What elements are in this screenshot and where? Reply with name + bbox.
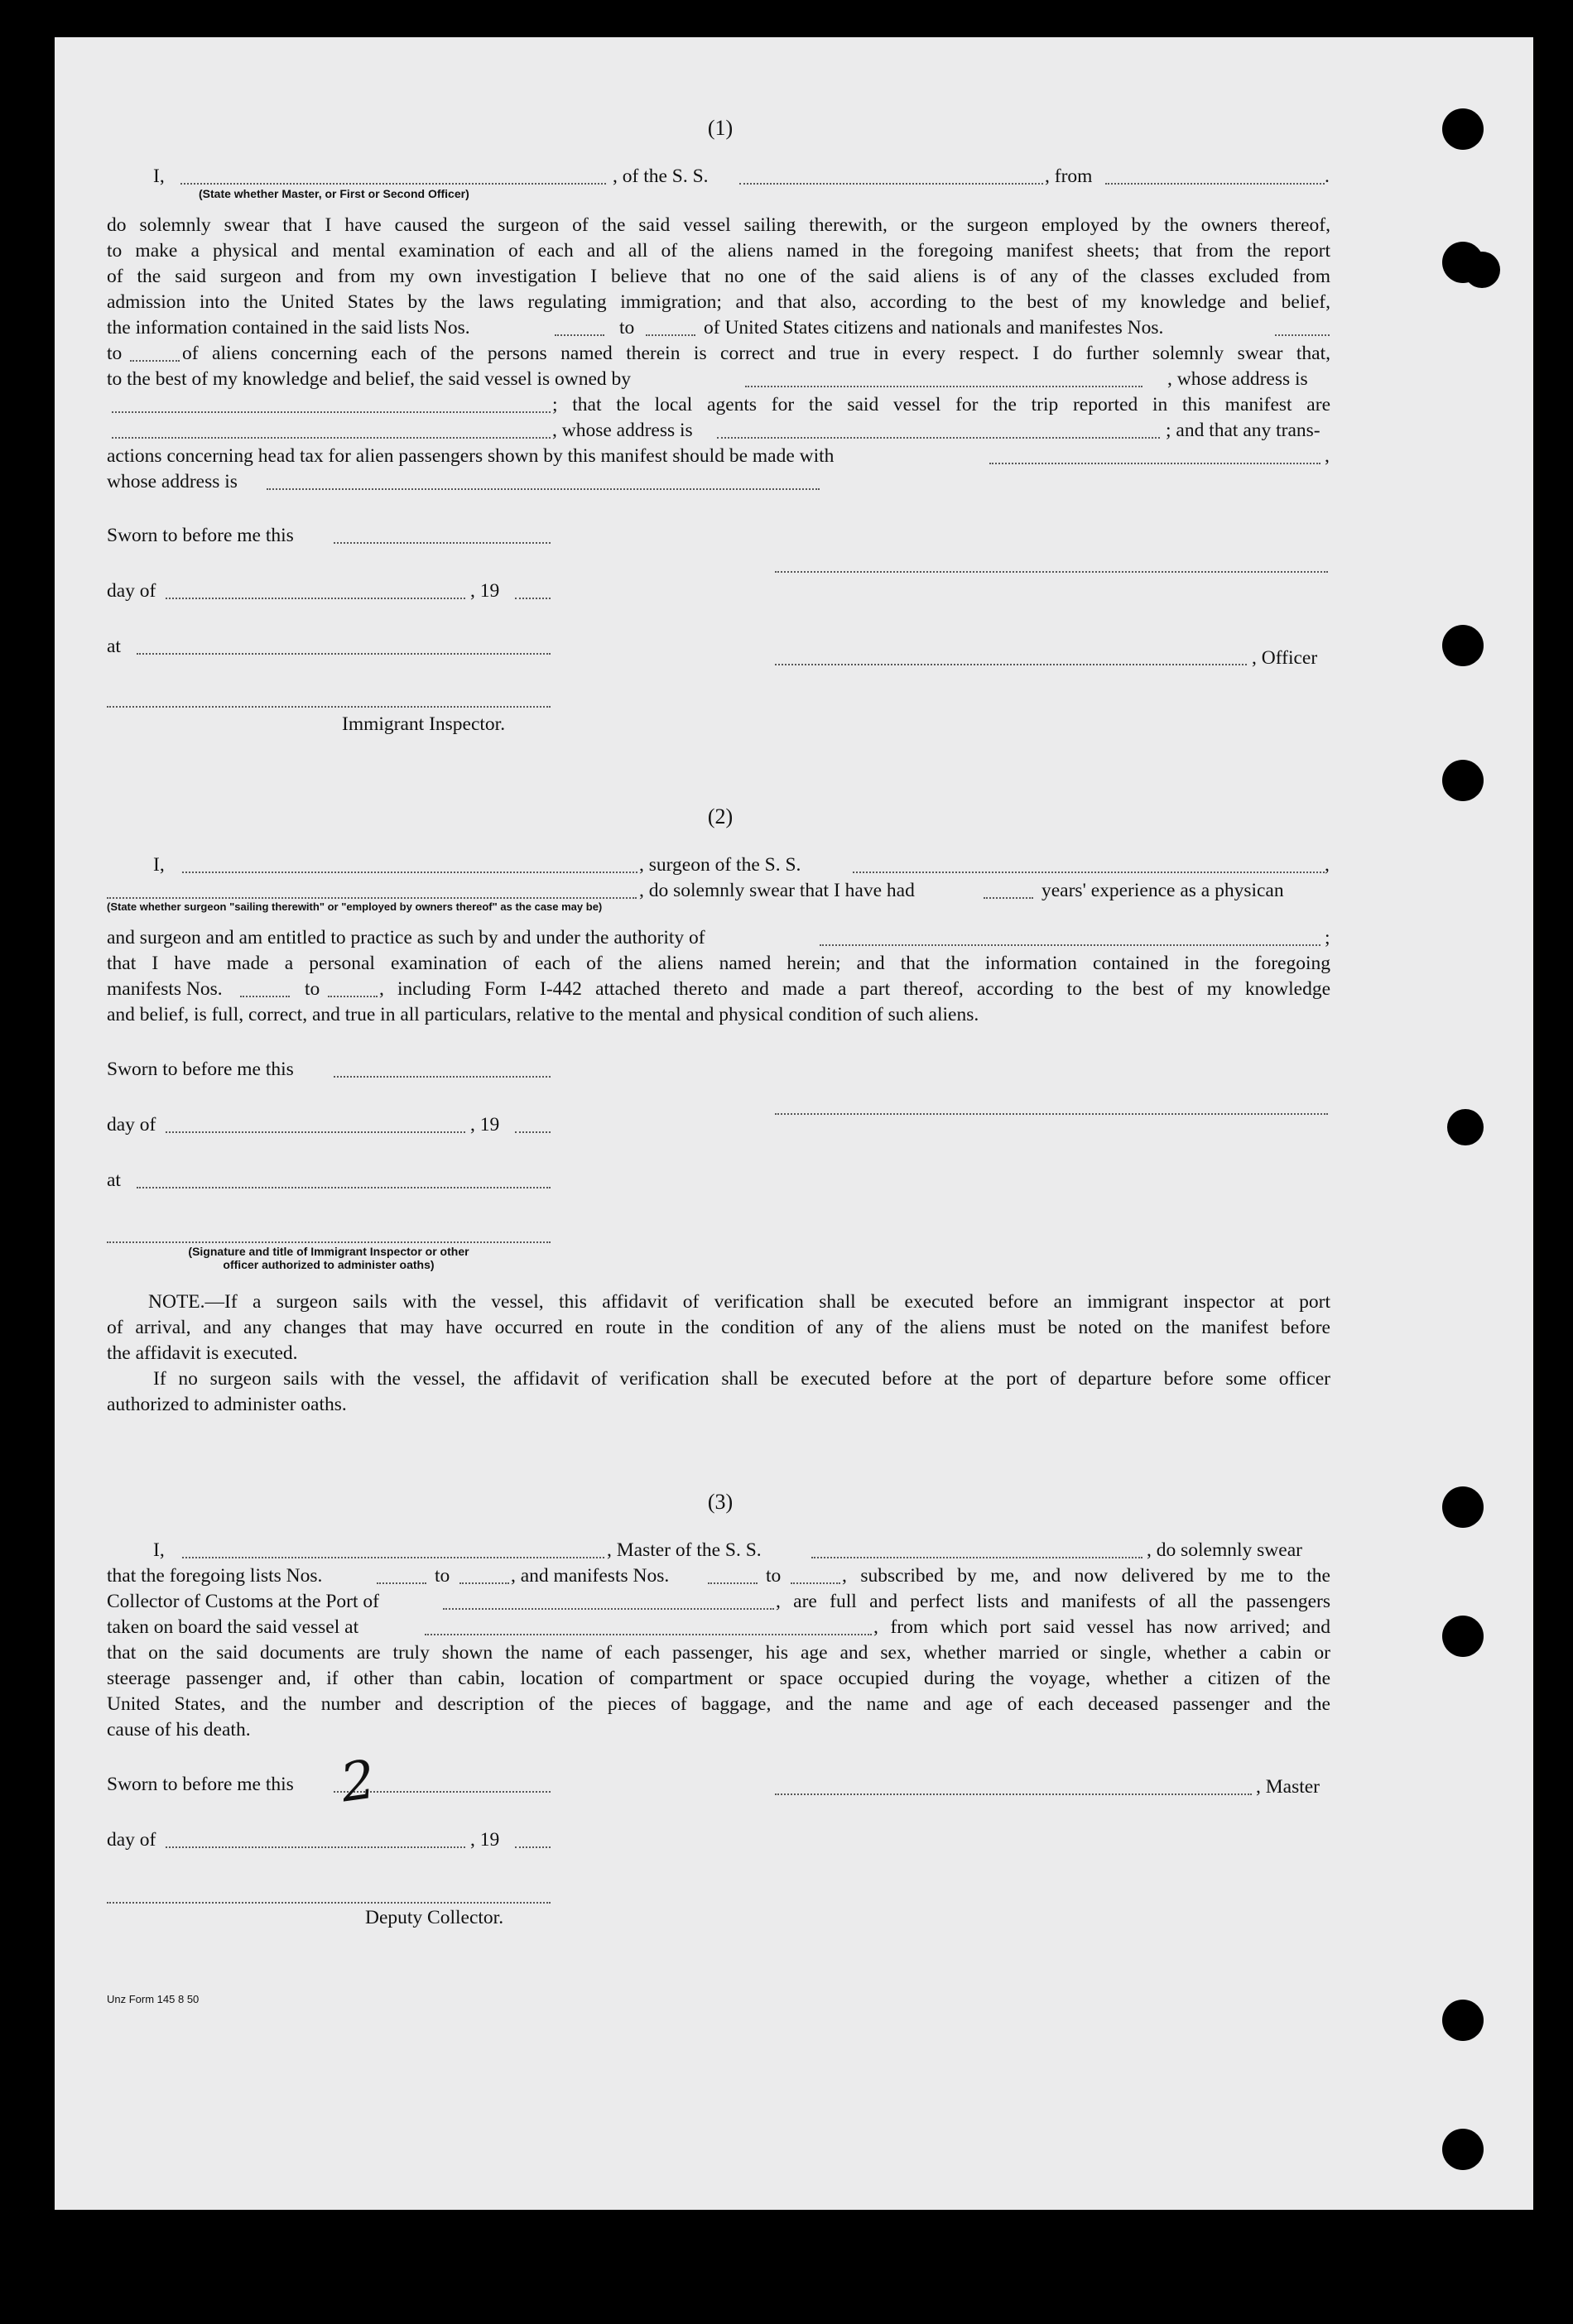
note-line-3: the affidavit is executed. (107, 1342, 298, 1364)
s2-l2b: years' experience as a physican (1041, 880, 1284, 901)
s1-l11: whose address is (107, 471, 238, 492)
s3-taken-at-blank (425, 1634, 872, 1635)
punch-hole (1442, 2000, 1484, 2041)
s2-authority-blank (820, 944, 1320, 946)
s2-l6: and belief, is full, correct, and true in all particulars, relative to the mental and physical condition of such aliens. (107, 1004, 979, 1025)
s1-manifests-blank (1275, 334, 1330, 336)
s2-sig-note-line: (Signature and title of Immigrant Inspector or other (188, 1245, 469, 1258)
s1-day-blank (166, 598, 465, 599)
s2-inspector-blank (107, 1241, 551, 1243)
s3-day-of: day of (107, 1829, 156, 1851)
s2-manifests-to-blank (328, 996, 378, 997)
s1-end: . (1325, 166, 1330, 187)
s1-l10a: actions concerning head tax for alien passengers shown by this manifest should be made with (107, 445, 835, 467)
s1-signature-blank (775, 571, 1328, 573)
s3-vessel-blank (811, 1557, 1142, 1558)
s2-name-blank (182, 872, 637, 873)
s1-owner-blank (745, 386, 1142, 387)
s1-of-ss: , of the S. S. (613, 166, 709, 187)
s1-officer-note: (State whether Master, or First or Second Officer) (199, 187, 469, 200)
s3-master-blank (182, 1557, 604, 1558)
s2-year-blank (515, 1131, 551, 1133)
s3-port-blank (443, 1608, 774, 1610)
s1-para-line: admission into the United States by the laws regulating immigration; and that also, according to the best of my knowledge and belief, (107, 291, 1330, 313)
s3-para-line: steerage passenger and, if other than cabin, location of compartment or space occupied during the voyage, whether a citizen of the (107, 1668, 1330, 1689)
s2-signature-blank (775, 1113, 1328, 1115)
s2-l5b: to (305, 978, 320, 1000)
s3-sworn: Sworn to before me this (107, 1774, 294, 1795)
s1-officer-blank (180, 183, 606, 185)
punch-hole (1442, 1486, 1484, 1528)
s3-l2b: to (435, 1565, 450, 1587)
s1-l6b: of aliens concerning each of the persons named therein is correct and true in every respect. I do further solemnly swear that, (182, 343, 1330, 364)
s2-surgeon-type-blank (107, 897, 637, 899)
s3-year-blank (515, 1846, 551, 1848)
section-1-number: (1) (707, 116, 734, 140)
s3-para-line: that on the said documents are truly shown the name of each passenger, his age and sex, whether married or single, whether a cabin or (107, 1642, 1330, 1664)
s2-year: , 19 (470, 1114, 500, 1136)
s3-manifests-from-blank (708, 1582, 758, 1584)
s1-from: , from (1045, 166, 1093, 187)
punch-hole (1442, 2129, 1484, 2170)
s1-from-blank (1105, 183, 1325, 185)
s1-para-line: do solemnly swear that I have caused the surgeon of the said vessel sailing therewith, or the surgeon employed by the owners thereof, (107, 214, 1330, 236)
s1-year-blank (515, 598, 551, 599)
s3-handwritten-day: 2 (337, 1749, 379, 1815)
s3-master-label: , Master (1256, 1776, 1320, 1798)
s1-i: I, (153, 166, 165, 187)
s1-l6a: to (107, 343, 123, 364)
s3-i: I, (153, 1539, 165, 1561)
s3-day-blank (166, 1846, 465, 1848)
s2-at-blank (137, 1187, 551, 1188)
s2-at: at (107, 1169, 121, 1191)
s1-l8a: ; that the local agents for the said vessel for the trip reported in this manifest are (552, 394, 1330, 415)
s2-surgeon: , surgeon of the S. S. (639, 854, 801, 876)
s3-master: , Master of the S. S. (607, 1539, 762, 1561)
s1-l9a: , whose address is (552, 420, 693, 441)
s1-l7b: , whose address is (1167, 368, 1308, 390)
s2-sworn: Sworn to before me this (107, 1059, 294, 1080)
s1-l9b: ; and that any trans- (1166, 420, 1320, 441)
s3-para-line: United States, and the number and description of the pieces of baggage, and the name and age of each deceased passenger and the (107, 1693, 1330, 1715)
s3-collector-blank (107, 1902, 551, 1904)
s1-vessel-blank (739, 183, 1043, 185)
s1-owner-address-blank (112, 411, 551, 413)
s2-manifests-from-blank (240, 996, 290, 997)
s1-at-blank (137, 653, 551, 655)
s2-l3a: and surgeon and am entitled to practice as such by and under the authority of (107, 927, 705, 948)
punch-hole (1442, 625, 1484, 666)
s1-officer: , Officer (1252, 647, 1318, 669)
form-id: Unz Form 145 8 50 (107, 1993, 200, 2005)
s3-swear: , do solemnly swear (1147, 1539, 1302, 1561)
s2-l5c: , including Form I-442 attached thereto and made a part thereof, according to the best of my knowledge (379, 978, 1330, 1000)
s3-master-sig-blank (775, 1793, 1252, 1795)
s3-l2c: , and manifests Nos. (511, 1565, 670, 1587)
s1-inspector: Immigrant Inspector. (342, 713, 506, 735)
s1-agents-blank (112, 437, 551, 439)
s3-l2e: , subscribed by me, and now delivered by me to the (842, 1565, 1330, 1587)
punch-hole (1442, 1616, 1484, 1657)
s1-l5c: of United States citizens and nationals and manifestes Nos. (704, 317, 1164, 339)
s1-manifests-to-blank (130, 360, 180, 362)
s3-l4a: taken on board the said vessel at (107, 1616, 359, 1638)
s1-agents-address-blank (717, 437, 1160, 439)
note-line: NOTE.—If a surgeon sails with the vessel, this affidavit of verification shall be executed before an immigrant inspector at port (148, 1291, 1330, 1313)
note-line-4: If no surgeon sails with the vessel, the affidavit of verification shall be executed before at the port of departure before some officer (153, 1368, 1330, 1390)
s1-para-line: to make a physical and mental examination of each and all of the aliens named in the foregoing manifest sheets; that from the report (107, 240, 1330, 262)
s1-headtax-address-blank (267, 488, 820, 490)
s1-lists-to-blank (646, 334, 695, 336)
s3-lists-from-blank (377, 1582, 426, 1584)
s3-l4b: , from which port said vessel has now arrived; and (873, 1616, 1330, 1638)
s2-vessel-blank (853, 872, 1325, 873)
s2-i: I, (153, 854, 165, 876)
s1-headtax-blank (989, 463, 1320, 464)
s2-day-blank (166, 1131, 465, 1133)
s1-at: at (107, 636, 121, 657)
s2-sig-note-line: officer authorized to administer oaths) (223, 1258, 435, 1271)
section-3-number: (3) (707, 1490, 734, 1514)
s1-para-line: of the said surgeon and from my own investigation I believe that no one of the said aliens is of any of the classes excluded from (107, 266, 1330, 287)
s2-day-of: day of (107, 1114, 156, 1136)
s1-day-of: day of (107, 580, 156, 602)
s1-l7a: to the best of my knowledge and belief, the said vessel is owned by (107, 368, 632, 390)
s3-l3b: , are full and perfect lists and manifests of all the passengers (776, 1591, 1330, 1612)
punch-hole (1464, 252, 1500, 288)
s2-l3b: ; (1325, 927, 1330, 948)
s3-lists-to-blank (459, 1582, 509, 1584)
s3-l2a: that the foregoing lists Nos. (107, 1565, 323, 1587)
s3-l3a: Collector of Customs at the Port of (107, 1591, 379, 1612)
s3-year: , 19 (470, 1829, 500, 1851)
s3-l8: cause of his death. (107, 1719, 251, 1741)
s2-sig-note (107, 1245, 551, 1271)
s1-inspector-blank (107, 706, 551, 708)
s2-surgeon-note: (State whether surgeon "sailing therewith" or "employed by owners thereof" as the case may be) (107, 900, 603, 913)
s1-officer-sig-blank (775, 664, 1247, 665)
s2-l4: that I have made a personal examination of each of the aliens named herein; and that the information contained in the foregoing (107, 953, 1330, 974)
punch-hole (1442, 108, 1484, 150)
punch-hole (1447, 1109, 1484, 1145)
s1-l5b: to (619, 317, 635, 339)
s3-l2d: to (766, 1565, 782, 1587)
s2-sworn-blank (334, 1076, 551, 1078)
s1-lists-from-blank (555, 334, 604, 336)
s1-l10b: , (1325, 445, 1330, 467)
punch-hole (1442, 760, 1484, 801)
s3-manifests-to-blank (791, 1582, 840, 1584)
s2-l2a: , do solemnly swear that I have had (639, 880, 915, 901)
s1-sworn-blank (334, 542, 551, 544)
s2-end: , (1325, 854, 1330, 876)
s1-l5a: the information contained in the said lists Nos. (107, 317, 470, 339)
s2-years-blank (984, 897, 1033, 899)
s1-sworn: Sworn to before me this (107, 525, 294, 546)
section-2-number: (2) (707, 804, 734, 828)
s2-l5a: manifests Nos. (107, 978, 223, 1000)
note-line-5: authorized to administer oaths. (107, 1394, 347, 1415)
s3-collector: Deputy Collector. (365, 1907, 504, 1928)
s1-year: , 19 (470, 580, 500, 602)
note-line: of arrival, and any changes that may have occurred en route in the condition of any of the aliens must be noted on the manifest before (107, 1317, 1330, 1338)
